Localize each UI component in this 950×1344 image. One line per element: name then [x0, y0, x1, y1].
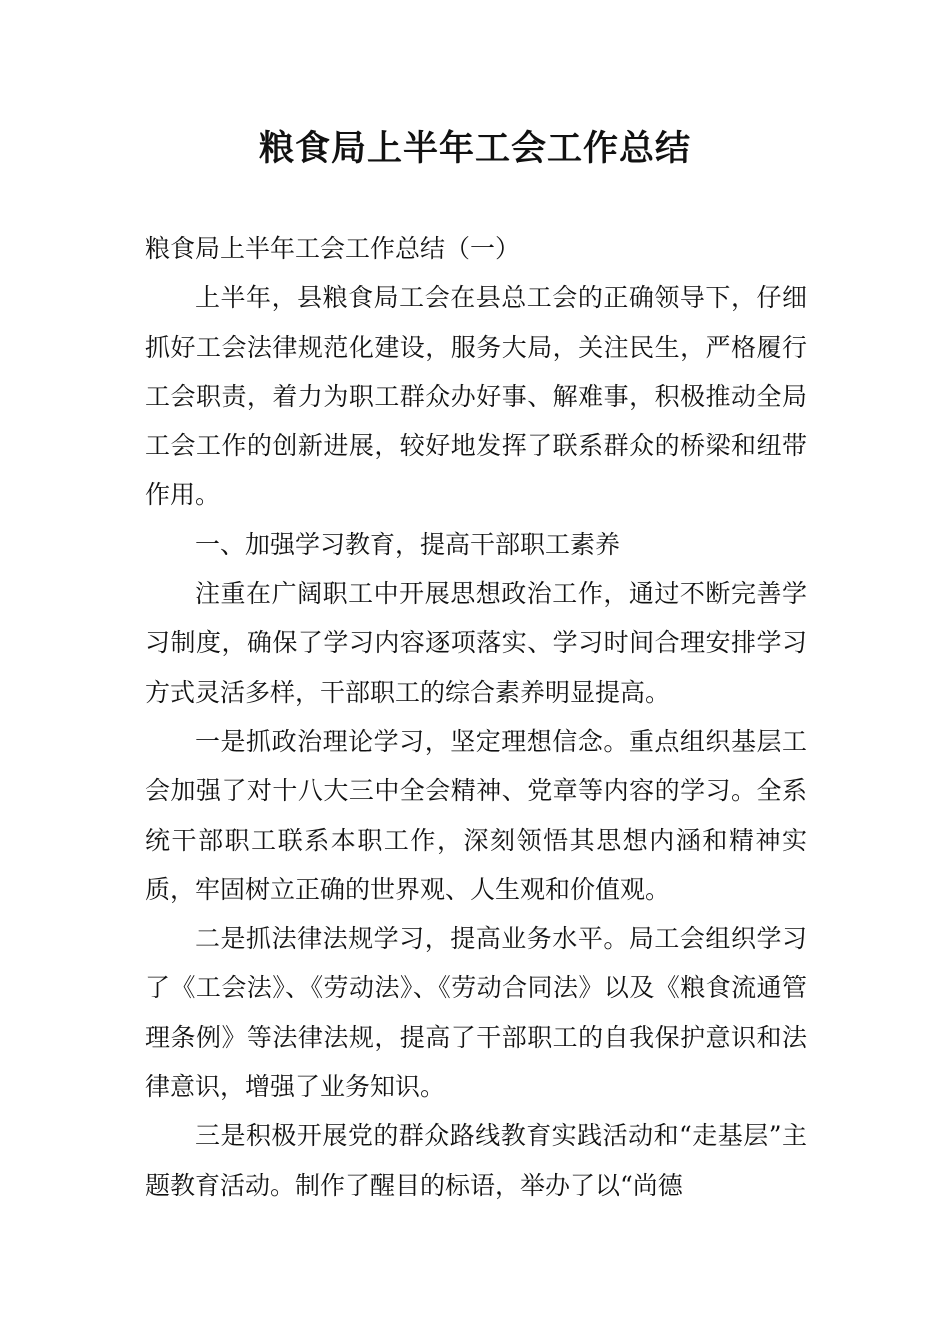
paragraph-laws-regulations: 二是抓法律法规学习，提高业务水平。局工会组织学习了《工会法》、《劳动法》、《劳动合同法》以及《粮食流通管理条例》等法律法规，提高了干部职工的自我保护意识和法律意识，增强了业务知识。 [145, 924, 807, 1102]
section-heading-1: 一、加强学习教育，提高干部职工素养 [195, 529, 621, 559]
paragraph-study-system: 注重在广阔职工中开展思想政治工作，通过不断完善学习制度，确保了学习内容逐项落实、学习时间合理安排学习方式灵活多样，干部职工的综合素养明显提高。 [145, 579, 807, 707]
paragraph-mass-line: 三是积极开展党的群众路线教育实践活动和“走基层”主题教育活动。制作了醒目的标语，举办了以“尚德 [145, 1121, 807, 1200]
document-body [145, 224, 807, 1210]
document-subtitle: 粮食局上半年工会工作总结（一） [145, 234, 521, 263]
paragraph-political-theory: 一是抓政治理论学习，坚定理想信念。重点组织基层工会加强了对十八大三中全会精神、党章等内容的学习。全系统干部职工联系本职工作，深刻领悟其思想内涵和精神实质，牢固树立正确的世界观、人生观和价值观。 [145, 726, 807, 904]
document-title: 粮食局上半年工会工作总结 [258, 129, 691, 169]
paragraph-intro: 上半年，县粮食局工会在县总工会的正确领导下，仔细抓好工会法律规范化建设，服务大局，关注民生，严格履行工会职责，着力为职工群众办好事、解难事，积极推动全局工会工作的创新进展，较好地发挥了联系群众的桥梁和纽带作用。 [145, 283, 807, 510]
